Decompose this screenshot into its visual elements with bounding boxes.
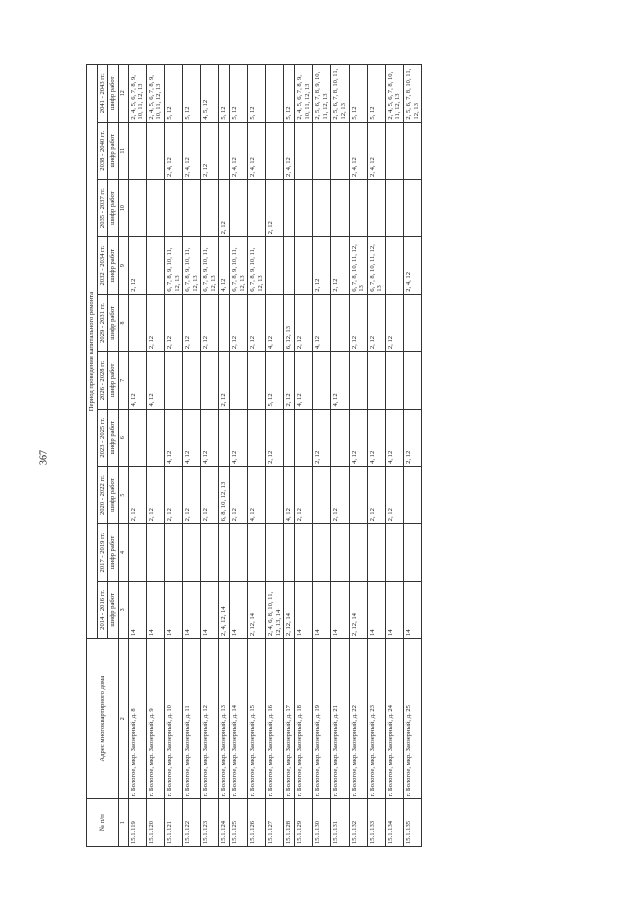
work-codes-cell <box>403 524 421 581</box>
row-number: 15.1.134 <box>385 799 403 847</box>
work-codes-cell: 2, 5, 6, 7, 8, 9, 10, 11, 12, 13 <box>313 65 331 123</box>
column-number: 9 <box>118 237 128 294</box>
table-frame <box>86 64 580 847</box>
row-number: 15.1.125 <box>229 799 247 847</box>
work-codes-cell <box>331 179 349 236</box>
work-codes-cell <box>313 122 331 179</box>
header-work-code: шифр работ <box>108 65 119 123</box>
work-codes-cell: 4, 12 <box>266 294 284 351</box>
row-address: г. Бологое, мкр. Заозерный, д. 13 <box>219 639 230 799</box>
work-codes-cell: 2, 12 <box>313 409 331 466</box>
work-codes-cell: 5, 12 <box>349 65 367 123</box>
work-codes-cell <box>146 237 164 294</box>
header-work-code: шифр работ <box>108 466 119 523</box>
work-codes-cell: 2, 4, 5, 6, 7, 8, 9, 10, 11, 12, 13 <box>128 65 146 123</box>
work-codes-cell: 6, 8, 10, 12, 13 <box>219 466 230 523</box>
work-codes-cell <box>248 179 266 236</box>
work-codes-cell: 2, 12 <box>183 294 201 351</box>
header-period-years: 2029 - 2031 гг. <box>97 294 108 351</box>
table-body <box>128 65 422 847</box>
work-codes-cell <box>367 179 385 236</box>
work-codes-cell: 2, 12 <box>313 237 331 294</box>
work-codes-cell: 2, 12 <box>295 466 313 523</box>
work-codes-cell: 2, 12 <box>367 466 385 523</box>
work-codes-cell: 4, 5, 12 <box>201 65 219 123</box>
work-codes-cell: 2, 12 <box>219 352 230 409</box>
header-address: Адрес многоквартирного дома <box>87 639 119 799</box>
work-codes-cell: 4, 12 <box>295 352 313 409</box>
row-number: 15.1.119 <box>128 799 146 847</box>
header-period-group: Период проведения капитального ремонта <box>87 65 98 639</box>
column-number: 11 <box>118 122 128 179</box>
header-column-numbers <box>118 65 128 847</box>
page-number: 367 <box>38 450 50 465</box>
column-number: 12 <box>118 65 128 123</box>
work-codes-cell: 2, 12 <box>331 466 349 523</box>
work-codes-cell: 5, 12 <box>219 65 230 123</box>
work-codes-cell: 6, 7, 8, 9, 10, 11, 12, 13 <box>183 237 201 294</box>
work-codes-cell: 4, 12 <box>349 409 367 466</box>
work-codes-cell <box>266 122 284 179</box>
work-codes-cell: 2, 12 <box>284 352 295 409</box>
work-codes-cell: 2, 12 <box>385 466 403 523</box>
table-row <box>284 65 295 847</box>
table-row <box>219 65 230 847</box>
work-codes-cell <box>284 409 295 466</box>
work-codes-cell: 2, 12 <box>201 122 219 179</box>
header-work-code: шифр работ <box>108 179 119 236</box>
header-period-years: 2023 - 2025 гг. <box>97 409 108 466</box>
row-address: г. Бологое, мкр. Заозерный, д. 9 <box>146 639 164 799</box>
work-codes-cell: 2, 12 <box>128 466 146 523</box>
work-codes-cell <box>219 294 230 351</box>
work-codes-cell <box>219 524 230 581</box>
work-codes-cell <box>284 524 295 581</box>
header-work-code: шифр работ <box>108 524 119 581</box>
work-codes-cell: 6, 7, 8, 9, 10, 11, 12, 13 <box>164 237 182 294</box>
row-address: г. Бологое, мкр. Заозерный, д. 12 <box>201 639 219 799</box>
column-number: 7 <box>118 352 128 409</box>
work-codes-cell: 2, 12 <box>349 294 367 351</box>
work-codes-cell <box>385 352 403 409</box>
header-work-code: шифр работ <box>108 122 119 179</box>
row-address: г. Бологое, мкр. Заозерный, д. 16 <box>266 639 284 799</box>
row-number: 15.1.127 <box>266 799 284 847</box>
header-period-years: 2041 - 2043 гг. <box>97 65 108 123</box>
work-codes-cell: 5, 12 <box>266 352 284 409</box>
row-number: 15.1.128 <box>284 799 295 847</box>
work-codes-cell <box>331 122 349 179</box>
column-number: 4 <box>118 524 128 581</box>
work-codes-cell: 6, 7, 8, 9, 10, 11, 12, 13 <box>201 237 219 294</box>
work-codes-cell <box>403 179 421 236</box>
work-codes-cell <box>385 524 403 581</box>
work-codes-cell <box>248 409 266 466</box>
row-number: 15.1.129 <box>295 799 313 847</box>
work-codes-cell: 5, 12 <box>229 65 247 123</box>
repair-schedule-table <box>86 64 422 847</box>
work-codes-cell: 2, 12, 14 <box>349 581 367 638</box>
work-codes-cell <box>295 122 313 179</box>
work-codes-cell <box>313 524 331 581</box>
work-codes-cell <box>146 409 164 466</box>
work-codes-cell: 14 <box>403 581 421 638</box>
work-codes-cell <box>385 122 403 179</box>
table-row <box>266 65 284 847</box>
work-codes-cell <box>266 466 284 523</box>
work-codes-cell: 2, 12 <box>201 294 219 351</box>
table-row <box>183 65 201 847</box>
work-codes-cell: 2, 12 <box>183 466 201 523</box>
column-number: 10 <box>118 179 128 236</box>
header-period-years: 2020 - 2022 гг. <box>97 466 108 523</box>
row-number: 15.1.130 <box>313 799 331 847</box>
work-codes-cell <box>295 409 313 466</box>
row-address: г. Бологое, мкр. Заозерный, д. 11 <box>183 639 201 799</box>
work-codes-cell: 2, 12 <box>229 466 247 523</box>
work-codes-cell: 14 <box>385 581 403 638</box>
work-codes-cell: 2, 12, 14 <box>248 581 266 638</box>
work-codes-cell: 6, 7, 8, 10, 11, 12, 13 <box>367 237 385 294</box>
row-address: г. Бологое, мкр. Заозерный, д. 23 <box>367 639 385 799</box>
row-address: г. Бологое, мкр. Заозерный, д. 21 <box>331 639 349 799</box>
work-codes-cell <box>313 466 331 523</box>
work-codes-cell <box>385 179 403 236</box>
work-codes-cell: 2, 4, 5, 6, 7, 8, 9, 10, 11, 12, 13 <box>146 65 164 123</box>
table-row <box>385 65 403 847</box>
work-codes-cell: 2, 12 <box>164 294 182 351</box>
work-codes-cell <box>248 352 266 409</box>
work-codes-cell <box>146 122 164 179</box>
work-codes-cell <box>403 294 421 351</box>
column-number: 5 <box>118 466 128 523</box>
work-codes-cell <box>367 524 385 581</box>
work-codes-cell <box>284 237 295 294</box>
column-number: 2 <box>118 639 128 799</box>
row-number: 15.1.124 <box>219 799 230 847</box>
work-codes-cell: 4, 12 <box>313 294 331 351</box>
header-work-code: шифр работ <box>108 237 119 294</box>
work-codes-cell: 14 <box>183 581 201 638</box>
header-number: № п/п <box>87 799 119 847</box>
work-codes-cell <box>349 352 367 409</box>
row-number: 15.1.120 <box>146 799 164 847</box>
work-codes-cell: 2, 4, 12 <box>248 122 266 179</box>
work-codes-cell: 2, 4, 12 <box>349 122 367 179</box>
work-codes-cell: 4, 12 <box>331 352 349 409</box>
table-row <box>295 65 313 847</box>
work-codes-cell: 5, 12 <box>183 65 201 123</box>
work-codes-cell: 2, 4, 12 <box>183 122 201 179</box>
work-codes-cell <box>295 179 313 236</box>
column-number: 1 <box>118 799 128 847</box>
work-codes-cell: 4, 12 <box>128 352 146 409</box>
work-codes-cell <box>403 122 421 179</box>
work-codes-cell: 2, 12 <box>367 294 385 351</box>
work-codes-cell <box>164 352 182 409</box>
table-row <box>349 65 367 847</box>
work-codes-cell <box>349 466 367 523</box>
work-codes-cell <box>349 524 367 581</box>
work-codes-cell: 2, 12, 14 <box>284 581 295 638</box>
row-number: 15.1.131 <box>331 799 349 847</box>
work-codes-cell: 5, 12 <box>248 65 266 123</box>
row-address: г. Бологое, мкр. Заозерный, д. 18 <box>295 639 313 799</box>
row-address: г. Бологое, мкр. Заозерный, д. 25 <box>403 639 421 799</box>
header-work-code: шифр работ <box>108 352 119 409</box>
work-codes-cell: 5, 12 <box>284 65 295 123</box>
work-codes-cell <box>313 179 331 236</box>
column-number: 8 <box>118 294 128 351</box>
header-work-code: шифр работ <box>108 581 119 638</box>
work-codes-cell: 6, 7, 8, 9, 10, 11, 12, 13 <box>229 237 247 294</box>
work-codes-cell: 2, 4, 5, 6, 7, 8, 9, 10, 11, 12, 13 <box>295 65 313 123</box>
header-period-years: 2032 - 2034 гг. <box>97 237 108 294</box>
work-codes-cell: 4, 12 <box>219 237 230 294</box>
table-row <box>331 65 349 847</box>
row-number: 15.1.126 <box>248 799 266 847</box>
row-address: г. Бологое, мкр. Заозерный, д. 24 <box>385 639 403 799</box>
work-codes-cell <box>313 352 331 409</box>
work-codes-cell: 14 <box>367 581 385 638</box>
work-codes-cell: 5, 12 <box>367 65 385 123</box>
work-codes-cell <box>385 237 403 294</box>
work-codes-cell: 4, 12 <box>284 466 295 523</box>
work-codes-cell: 4, 12 <box>385 409 403 466</box>
work-codes-cell <box>164 524 182 581</box>
work-codes-cell <box>331 294 349 351</box>
work-codes-cell: 4, 12 <box>146 352 164 409</box>
work-codes-cell: 4, 12 <box>367 409 385 466</box>
work-codes-cell <box>295 524 313 581</box>
table-row <box>164 65 182 847</box>
work-codes-cell <box>146 524 164 581</box>
work-codes-cell <box>128 409 146 466</box>
work-codes-cell <box>183 524 201 581</box>
work-codes-cell <box>248 524 266 581</box>
work-codes-cell: 2, 12 <box>146 466 164 523</box>
work-codes-cell <box>183 179 201 236</box>
work-codes-cell: 14 <box>146 581 164 638</box>
row-number: 15.1.132 <box>349 799 367 847</box>
work-codes-cell <box>266 237 284 294</box>
row-number: 15.1.133 <box>367 799 385 847</box>
work-codes-cell: 2, 12 <box>331 237 349 294</box>
work-codes-cell <box>284 179 295 236</box>
work-codes-cell <box>201 179 219 236</box>
work-codes-cell: 2, 4, 12 <box>367 122 385 179</box>
work-codes-cell <box>201 524 219 581</box>
column-number: 3 <box>118 581 128 638</box>
work-codes-cell: 2, 12 <box>266 179 284 236</box>
header-period-years: 2038 - 2040 гг. <box>97 122 108 179</box>
row-address: г. Бологое, мкр. Заозерный, д. 10 <box>164 639 182 799</box>
work-codes-cell: 2, 12 <box>385 294 403 351</box>
row-number: 15.1.122 <box>183 799 201 847</box>
work-codes-cell <box>183 352 201 409</box>
work-codes-cell: 2, 4, 12 <box>284 122 295 179</box>
work-codes-cell: 14 <box>164 581 182 638</box>
work-codes-cell <box>201 352 219 409</box>
work-codes-cell <box>266 65 284 123</box>
work-codes-cell <box>266 524 284 581</box>
table-row <box>403 65 421 847</box>
work-codes-cell: 14 <box>313 581 331 638</box>
work-codes-cell: 2, 12 <box>266 409 284 466</box>
work-codes-cell: 2, 12 <box>146 294 164 351</box>
work-codes-cell <box>146 179 164 236</box>
row-address: г. Бологое, мкр. Заозерный, д. 14 <box>229 639 247 799</box>
work-codes-cell: 14 <box>331 581 349 638</box>
rotated-table-container <box>86 64 580 847</box>
work-codes-cell: 2, 12 <box>219 179 230 236</box>
header-period-years: 2017 - 2019 гг. <box>97 524 108 581</box>
work-codes-cell <box>164 179 182 236</box>
work-codes-cell: 14 <box>295 581 313 638</box>
table-row <box>128 65 146 847</box>
work-codes-cell <box>229 524 247 581</box>
work-codes-cell <box>128 179 146 236</box>
row-address: г. Бологое, мкр. Заозерный, д. 17 <box>284 639 295 799</box>
table-row <box>201 65 219 847</box>
table-row <box>367 65 385 847</box>
work-codes-cell <box>295 237 313 294</box>
work-codes-cell <box>367 352 385 409</box>
work-codes-cell <box>128 294 146 351</box>
work-codes-cell: 4, 12 <box>201 409 219 466</box>
work-codes-cell: 2, 5, 6, 7, 8, 10, 11, 12, 13 <box>331 65 349 123</box>
table-row <box>248 65 266 847</box>
work-codes-cell: 2, 4, 6, 8, 10, 11, 12, 13, 14 <box>266 581 284 638</box>
work-codes-cell <box>128 122 146 179</box>
work-codes-cell <box>403 466 421 523</box>
work-codes-cell: 2, 4, 12 <box>164 122 182 179</box>
header-work-code: шифр работ <box>108 294 119 351</box>
work-codes-cell <box>349 179 367 236</box>
work-codes-cell <box>128 524 146 581</box>
work-codes-cell: 6, 12, 13 <box>284 294 295 351</box>
work-codes-cell <box>331 409 349 466</box>
work-codes-cell <box>229 179 247 236</box>
work-codes-cell: 2, 4, 12 <box>229 122 247 179</box>
work-codes-cell <box>219 409 230 466</box>
row-address: г. Бологое, мкр. Заозерный, д. 19 <box>313 639 331 799</box>
work-codes-cell: 2, 12 <box>164 466 182 523</box>
header-period-years: 2035 - 2037 гг. <box>97 179 108 236</box>
row-number: 15.1.123 <box>201 799 219 847</box>
work-codes-cell: 2, 12 <box>128 237 146 294</box>
work-codes-cell: 14 <box>201 581 219 638</box>
work-codes-cell: 6, 7, 8, 10, 11, 12, 13 <box>349 237 367 294</box>
work-codes-cell: 4, 12 <box>248 466 266 523</box>
header-period-years: 2026 - 2028 гг. <box>97 352 108 409</box>
row-address: г. Бологое, мкр. Заозерный, д. 8 <box>128 639 146 799</box>
header-work-code: шифр работ <box>108 409 119 466</box>
work-codes-cell: 4, 12 <box>229 409 247 466</box>
column-number: 6 <box>118 409 128 466</box>
table-row <box>146 65 164 847</box>
work-codes-cell <box>219 122 230 179</box>
work-codes-cell: 6, 7, 8, 9, 10, 11, 12, 13 <box>248 237 266 294</box>
work-codes-cell: 2, 12 <box>295 294 313 351</box>
work-codes-cell: 2, 12 <box>248 294 266 351</box>
work-codes-cell <box>229 352 247 409</box>
table-row <box>313 65 331 847</box>
work-codes-cell <box>331 524 349 581</box>
row-number: 15.1.135 <box>403 799 421 847</box>
work-codes-cell: 4, 12 <box>183 409 201 466</box>
work-codes-cell: 5, 12 <box>164 65 182 123</box>
work-codes-cell: 4, 12 <box>164 409 182 466</box>
table-row <box>229 65 247 847</box>
work-codes-cell: 2, 12 <box>201 466 219 523</box>
work-codes-cell <box>403 352 421 409</box>
work-codes-cell: 14 <box>128 581 146 638</box>
row-number: 15.1.121 <box>164 799 182 847</box>
header-period-years: 2014 - 2016 гг. <box>97 581 108 638</box>
work-codes-cell: 2, 4, 12 <box>403 237 421 294</box>
work-codes-cell: 2, 12 <box>403 409 421 466</box>
work-codes-cell: 2, 4, 5, 6, 7, 8, 10, 11, 12, 13 <box>385 65 403 123</box>
row-address: г. Бологое, мкр. Заозерный, д. 15 <box>248 639 266 799</box>
work-codes-cell: 2, 4, 12, 14 <box>219 581 230 638</box>
work-codes-cell: 2, 12 <box>229 294 247 351</box>
work-codes-cell: 2, 5, 6, 7, 8, 10, 11, 12, 13 <box>403 65 421 123</box>
work-codes-cell: 14 <box>229 581 247 638</box>
row-address: г. Бологое, мкр. Заозерный, д. 22 <box>349 639 367 799</box>
